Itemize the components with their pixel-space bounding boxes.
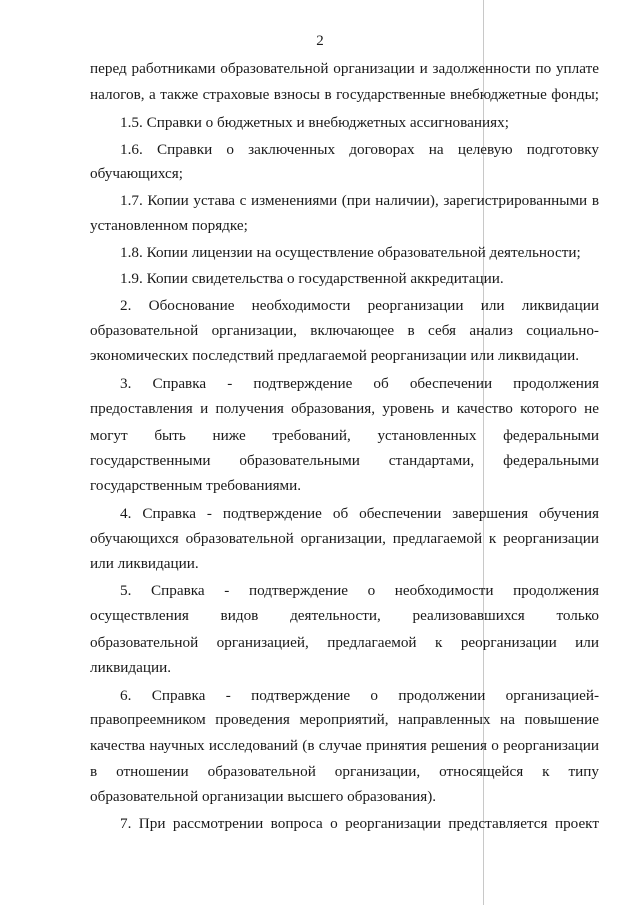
- text-line: 1.9. Копии свидетельства о государственной аккредитации.: [120, 270, 504, 287]
- text-line: налогов, а также страховые взносы в государственные внебюджетные фонды;: [90, 86, 599, 103]
- page-number: 2: [316, 33, 324, 49]
- text-line: 2. Обоснование необходимости реорганизации или ликвидации: [120, 297, 599, 314]
- text-line: образовательной организации, включающее в себя анализ социально-: [90, 322, 599, 339]
- text-line: 7. При рассмотрении вопроса о реорганизации представляется проект: [120, 815, 599, 832]
- text-line: в отношении образовательной организации, относящейся к типу: [90, 763, 599, 780]
- text-line: качества научных исследований (в случае принятия решения о реорганизации: [90, 737, 599, 754]
- text-line: предоставления и получения образования, уровень и качество которого не: [90, 400, 599, 417]
- text-line: 1.6. Справки о заключенных договорах на целевую подготовку: [120, 141, 599, 158]
- text-line: 5. Справка - подтверждение о необходимости продолжения: [120, 582, 599, 599]
- text-line: обучающихся;: [90, 165, 183, 182]
- text-line: государственным требованиями.: [90, 477, 302, 494]
- text-line: 1.5. Справки о бюджетных и внебюджетных ассигнованиях;: [120, 114, 509, 131]
- text-line: государственными образовательными стандартами, федеральными: [90, 452, 599, 469]
- text-line: образовательной организацией, предлагаемой к реорганизации или: [90, 634, 599, 651]
- text-line: перед работниками образовательной организации и задолженности по уплате: [90, 60, 599, 77]
- text-line: ликвидации.: [90, 659, 172, 676]
- text-line: осуществления видов деятельности, реализовавшихся только: [90, 607, 599, 624]
- text-line: обучающихся образовательной организации, предлагаемой к реорганизации: [90, 530, 599, 547]
- text-line: 4. Справка - подтверждение об обеспечении завершения обучения: [120, 505, 599, 522]
- text-line: образовательной организации высшего образования).: [90, 788, 437, 805]
- text-line: установленном порядке;: [90, 217, 248, 234]
- text-line: 3. Справка - подтверждение об обеспечении продолжения: [120, 375, 599, 392]
- text-line: 6. Справка - подтверждение о продолжении организацией-: [120, 687, 599, 704]
- text-line: могут быть ниже требований, установленных федеральными: [90, 427, 599, 444]
- text-line: 1.7. Копии устава с изменениями (при наличии), зарегистрированными в: [120, 192, 599, 209]
- text-line: или ликвидации.: [90, 555, 199, 572]
- text-line: правопреемником проведения мероприятий, направленных на повышение: [90, 711, 599, 728]
- text-line: 1.8. Копии лицензии на осуществление образовательной деятельности;: [120, 244, 581, 261]
- text-line: экономических последствий предлагаемой реорганизации или ликвидации.: [90, 347, 580, 364]
